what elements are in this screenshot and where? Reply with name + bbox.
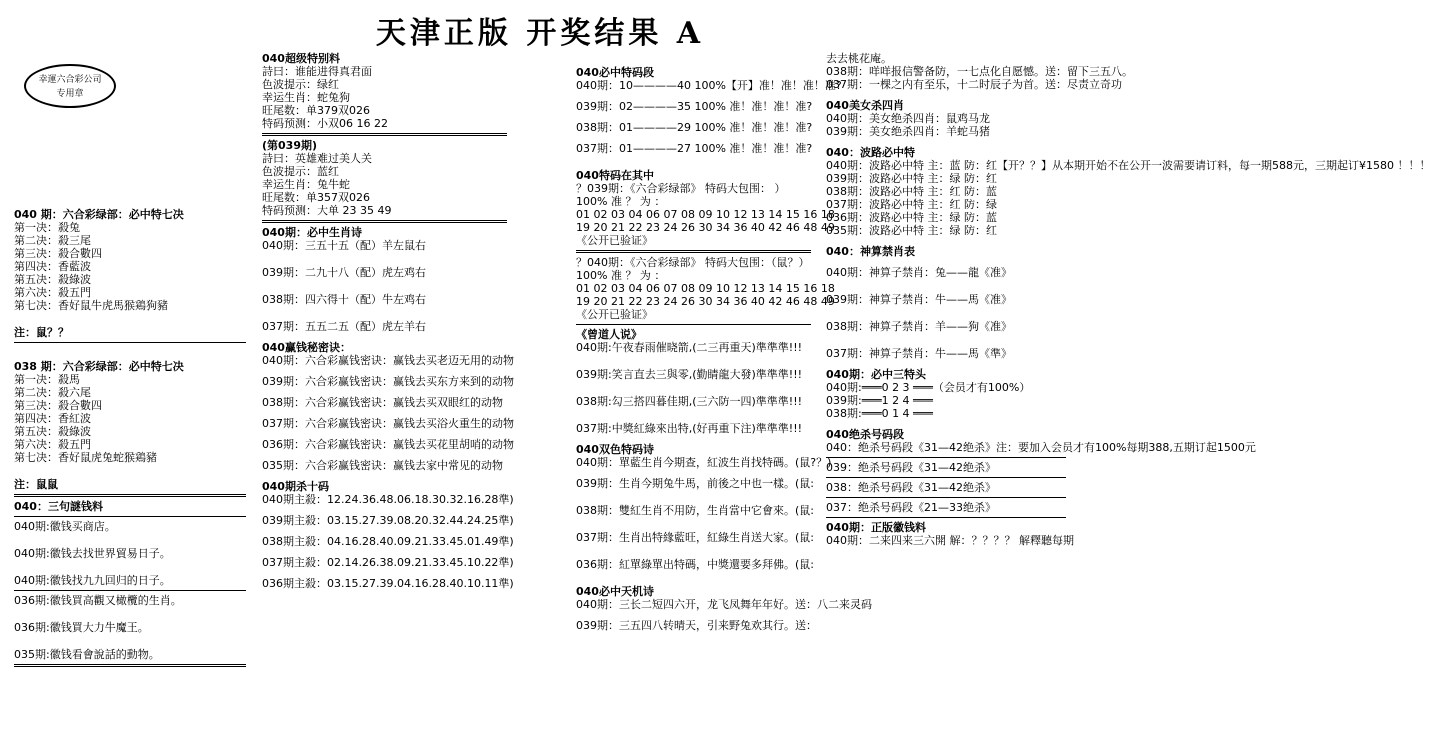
divider	[826, 477, 1066, 478]
section-head: 040特码在其中	[576, 169, 654, 182]
divider	[262, 133, 507, 136]
block3-line: 040期:徽钱买商店。	[14, 520, 116, 533]
section-line: 040期：美女绝杀四肖：鼠鸡马龙	[826, 112, 990, 125]
section-line: 039期：二九十八（配）虎左鸡右	[262, 266, 426, 279]
section-head: 040期：必中三特头	[826, 368, 926, 381]
section-line: 19 20 21 22 23 24 26 30 34 36 40 42 46 48 49	[576, 295, 835, 308]
divider	[826, 517, 1066, 518]
section-head: 040期：必中生肖诗	[262, 226, 362, 239]
section-line: 037期主殺：02.14.26.38.09.21.33.45.10.22準)	[262, 556, 514, 569]
section-line: 038期：四六得十（配）牛左鸡右	[262, 293, 426, 306]
block3-line: 035期:徽钱看會說話的動物。	[14, 648, 160, 661]
section-line: 《公开已验证》	[576, 308, 653, 321]
divider	[576, 250, 811, 253]
section-line: 037期：一棵之内有至乐，十二时辰子为首。送：尽责立奇功	[826, 78, 1122, 91]
divider	[262, 220, 507, 223]
section-line: 040期主殺：12.24.36.48.06.18.30.32.16.28準)	[262, 493, 514, 506]
section-line: 037期：五五二五（配）虎左羊右	[262, 320, 426, 333]
section-head: 040必中天机诗	[576, 585, 654, 598]
company-seal	[24, 64, 116, 108]
divider	[14, 664, 246, 667]
divider	[14, 342, 246, 343]
section-head: 040：波路必中特	[826, 146, 915, 159]
section-line: 038期：六合彩赢钱密诀：赢钱去买双眼红的动物	[262, 396, 503, 409]
section-line: 19 20 21 22 23 24 26 30 34 36 40 42 46 48 49	[576, 221, 835, 234]
section-line: 039期：三五四八转晴天，引来野兔欢其行。送：	[576, 619, 817, 632]
section-line: 01 02 03 04 06 07 08 09 10 12 13 14 15 16 18	[576, 282, 835, 295]
section-line: 01 02 03 04 06 07 08 09 10 12 13 14 15 16 18	[576, 208, 835, 221]
section-head: 040超级特别料	[262, 52, 340, 65]
section-line: 039期：波路必中特 主：绿 防：红	[826, 172, 997, 185]
section-head: 040赢钱秘密诀：	[262, 341, 351, 354]
page-title: 天津正版 开奖结果 A	[375, 16, 705, 51]
section-line: 035期：波路必中特 主：绿 防：红	[826, 224, 997, 237]
column-1	[14, 52, 246, 670]
section-line: 035期：六合彩赢钱密诀：赢钱去家中常见的动物	[262, 459, 503, 472]
block1-line: 第五决：殺綠波	[14, 273, 91, 286]
divider	[826, 497, 1066, 498]
section-line: 特码预测：大单 23 35 49	[262, 204, 392, 217]
section-line: 038期:═══0 1 4 ═══	[826, 407, 933, 420]
section-line: 039期:笑言直去三與零,(勤睛龍大發)準準準!!!	[576, 368, 803, 381]
section-line: 038：绝杀号码段《31—42绝杀》	[826, 481, 996, 494]
divider	[14, 590, 246, 591]
section-line: 037期：生肖出特緣藍旺，紅綠生肖送大家。(鼠:	[576, 531, 814, 544]
section-line: 詩曰：英雄难过美人关	[262, 152, 372, 165]
block3-line: 040期:徽钱找九九回归的日子。	[14, 574, 171, 587]
section-head: 040双色特码诗	[576, 443, 654, 456]
section-line: 039：绝杀号码段《31—42绝杀》	[826, 461, 996, 474]
section-line: 色波提示：蓝红	[262, 165, 339, 178]
column-2	[262, 52, 514, 590]
section-line: 036期：波路必中特 主：绿 防：蓝	[826, 211, 997, 224]
section-line: 038期：神算子禁肖：羊——狗《准》	[826, 320, 1012, 333]
block2-note: 注：鼠鼠	[14, 478, 58, 491]
section-line: 036期：紅單綠單出特碼，中獎還要多拜佛。(鼠:	[576, 558, 814, 571]
section-head: 040：神算禁肖表	[826, 245, 915, 258]
block2-line: 第四决：香紅波	[14, 412, 91, 425]
block3-line: 036期:徽钱買高觀又橄欖的生肖。	[14, 594, 182, 607]
block1-line: 第一决：殺兔	[14, 221, 80, 234]
section-line: 040期：波路必中特 主：蓝 防：红【开？？】从本期开始不在公开一波需要请订料，每一期588元，三期起订¥1580 ！！！	[826, 159, 1430, 172]
section-line: 037期：神算子禁肖：牛——馬《準》	[826, 347, 1012, 360]
divider	[14, 494, 246, 497]
block3-head: 040：三句謎钱料	[14, 500, 103, 513]
block3-line: 040期:徽钱去找世界貿易日子。	[14, 547, 171, 560]
section-line: 038期：01————29 100% 准！准！准！准?	[576, 121, 813, 134]
block2-line: 第七决：香好鼠虎兔蛇猴鶏豬	[14, 451, 157, 464]
section-line: 幸运生肖：兔牛蛇	[262, 178, 350, 191]
seal-text: 幸運六合彩公司	[38, 75, 102, 85]
block3-line: 036期:徽钱買大力牛魔王。	[14, 621, 149, 634]
section-line: 039期：02————35 100% 准！准！准！准?	[576, 100, 813, 113]
section-line: 旺尾数：单357双026	[262, 191, 370, 204]
section-line: 036期：六合彩赢钱密诀：赢钱去买花里胡哨的动物	[262, 438, 514, 451]
block1-line: 第六决：殺五門	[14, 286, 91, 299]
section-head: 《曾道人说》	[576, 328, 642, 341]
divider	[576, 324, 811, 325]
section-line: ？039期：《六合彩绿部》 特码大包围： ）	[576, 182, 786, 195]
block2-head: 038 期：六合彩绿部：必中特七决	[14, 360, 184, 373]
section-line: 039期：六合彩赢钱密诀：赢钱去买东方来到的动物	[262, 375, 514, 388]
block1-line: 第四决：香藍波	[14, 260, 91, 273]
section-line: 037期:中獎紅綠來出特,(好再重下注)準準準!!!	[576, 422, 803, 435]
block1-line: 第七决：香好鼠牛虎馬猴鶏狗豬	[14, 299, 168, 312]
section-line: 037期：波路必中特 主：红 防：绿	[826, 198, 997, 211]
section-line: 040期：三长二短四六开，龙飞凤舞年年好。送：八二来灵码	[576, 598, 872, 611]
divider	[14, 516, 246, 517]
section-line: 特码预测：小双06 16 22	[262, 117, 388, 130]
seal-subtext: 专用章	[56, 89, 84, 99]
section-head: (第039期)	[262, 139, 318, 152]
section-line: 037期：六合彩赢钱密诀：赢钱去买浴火重生的动物	[262, 417, 514, 430]
section-line: 040期：二来四来三六開 解：？？？？ 解釋聽每期	[826, 534, 1074, 547]
section-line: 039期：生肖今期兔牛馬，前後之中也一樣。(鼠:	[576, 477, 814, 490]
section-line: 039期主殺：03.15.27.39.08.20.32.44.24.25準)	[262, 514, 514, 527]
column-4	[826, 52, 1430, 547]
section-head: 040期杀十码	[262, 480, 329, 493]
section-line: 040：绝杀号码段《31—42绝杀》注：要加入会员才有100%每期388,五期订起1500元	[826, 441, 1256, 454]
section-head: 040必中特码段	[576, 66, 654, 79]
section-line: 038期:勾三搭四暮佳期,(三六防一四)準準準!!!	[576, 395, 803, 408]
section-line: 038期：雙紅生肖不用防，生肖當中它會來。(鼠:	[576, 504, 814, 517]
block1-note: 注：鼠？？	[14, 326, 69, 339]
block2-line: 第五决：殺綠波	[14, 425, 91, 438]
section-line: 040期：神算子禁肖：兔——龍《准》	[826, 266, 1012, 279]
section-line: 幸运生肖：蛇兔狗	[262, 91, 350, 104]
block1-line: 第二决：殺三尾	[14, 234, 91, 247]
section-head: 040绝杀号码段	[826, 428, 904, 441]
block1-line: 第三决：殺合數四	[14, 247, 102, 260]
block2-line: 第二决：殺六尾	[14, 386, 91, 399]
section-line: 色波提示：绿红	[262, 78, 339, 91]
section-head: 040期：正版徽钱料	[826, 521, 926, 534]
section-head: 040美女杀四肖	[826, 99, 904, 112]
section-line: 036期主殺：03.15.27.39.04.16.28.40.10.11準)	[262, 577, 514, 590]
section-line: 《公开已验证》	[576, 234, 653, 247]
section-line: 100% 准 ？ 为 ：	[576, 269, 666, 282]
section-line: 詩曰：谁能进得真君面	[262, 65, 372, 78]
section-line: 旺尾数：单379双026	[262, 104, 370, 117]
section-line: 040期：六合彩赢钱密诀：赢钱去买老迈无用的动物	[262, 354, 514, 367]
section-line: 去去桃花庵。	[826, 52, 892, 65]
block2-line: 第一决：殺馬	[14, 373, 80, 386]
block2-line: 第三决：殺合數四	[14, 399, 102, 412]
section-line: 040期：三五十五（配）羊左鼠右	[262, 239, 426, 252]
section-line: 037期：01————27 100% 准！准！准！准?	[576, 142, 813, 155]
section-line: 038期：咩咩报信警备防，一七点化自愿憾。送：留下三五八。	[826, 65, 1133, 78]
section-line: ？040期：《六合彩绿部》 特码大包围：（鼠？）	[576, 256, 810, 269]
section-line: 038期：波路必中特 主：红 防：蓝	[826, 185, 997, 198]
section-line: 100% 准 ？ 为 ：	[576, 195, 666, 208]
block2-line: 第六决：殺五門	[14, 438, 91, 451]
section-line: 038期主殺：04.16.28.40.09.21.33.45.01.49準)	[262, 535, 514, 548]
section-line: 040期:═══0 2 3 ═══（会员才有100%）	[826, 381, 1031, 394]
section-line: 039期:═══1 2 4 ═══	[826, 394, 933, 407]
section-line: 040期：10————40 100%【开】准！准！准！准?	[576, 79, 842, 92]
section-line: 040期：單藍生肖今期查，紅波生肖找特碼。(鼠?？)	[576, 456, 832, 469]
section-line: 040期:午夜春雨催晓箭,(二三再重天)準準準!!!	[576, 341, 803, 354]
section-line: 037：绝杀号码段《21—33绝杀》	[826, 501, 996, 514]
block1-head: 040 期：六合彩绿部：必中特七决	[14, 208, 184, 221]
divider	[826, 457, 1066, 458]
section-line: 039期：美女绝杀四肖：羊蛇马猪	[826, 125, 990, 138]
section-line: 039期：神算子禁肖：牛——馬《准》	[826, 293, 1012, 306]
